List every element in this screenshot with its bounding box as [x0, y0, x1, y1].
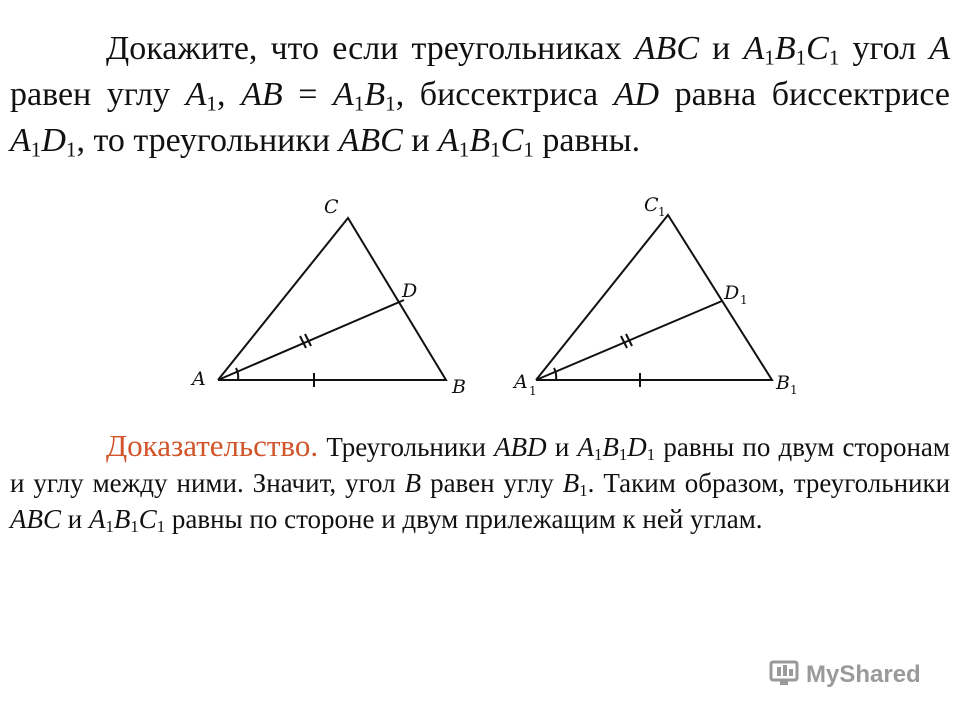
watermark-text: MyShared: [806, 661, 921, 688]
label-b1-sub: 1: [790, 383, 798, 397]
myshared-watermark: [768, 655, 921, 695]
angle-a-arc: [236, 368, 238, 380]
label-d1: D: [724, 282, 740, 304]
proof-text: Доказательство. Треугольники ABD и $A_1B_1D_1$ равны по двум сторонам и углу между ними. Значит, угол B равен углу $B_1$. Таким образом, треугольники ABC и $A_1B_1C_1$ равны по стороне и двум прилежащим к ней углам.: [10, 428, 951, 537]
label-c: C: [324, 196, 339, 218]
bisector-ad: [218, 300, 404, 380]
label-a1: A: [514, 371, 528, 393]
angle-a1-arc: [554, 368, 556, 380]
label-c1: C: [644, 194, 659, 216]
label-a: A: [192, 368, 206, 390]
triangles-figure: [180, 185, 820, 410]
myshared-logo-icon: [768, 658, 802, 693]
problem-statement: Докажите, что если треугольниках ABC и $A_1B_1C_1$ угол A равен углу $A_1$, AB = $A_1B_1$, биссектриса AD равна биссектрисе $A_1D_1$, то треугольники ABC и $A_1B_1C_1$ равны.: [10, 30, 951, 162]
label-c1-sub: 1: [658, 205, 666, 219]
label-d1-sub: 1: [740, 293, 748, 307]
label-b1: B: [776, 372, 790, 394]
triangle-abc: [218, 218, 446, 387]
proof-title: Доказательство.: [106, 428, 319, 463]
label-a1-sub: 1: [529, 384, 537, 398]
label-d: D: [402, 280, 418, 302]
label-b: B: [452, 376, 466, 398]
